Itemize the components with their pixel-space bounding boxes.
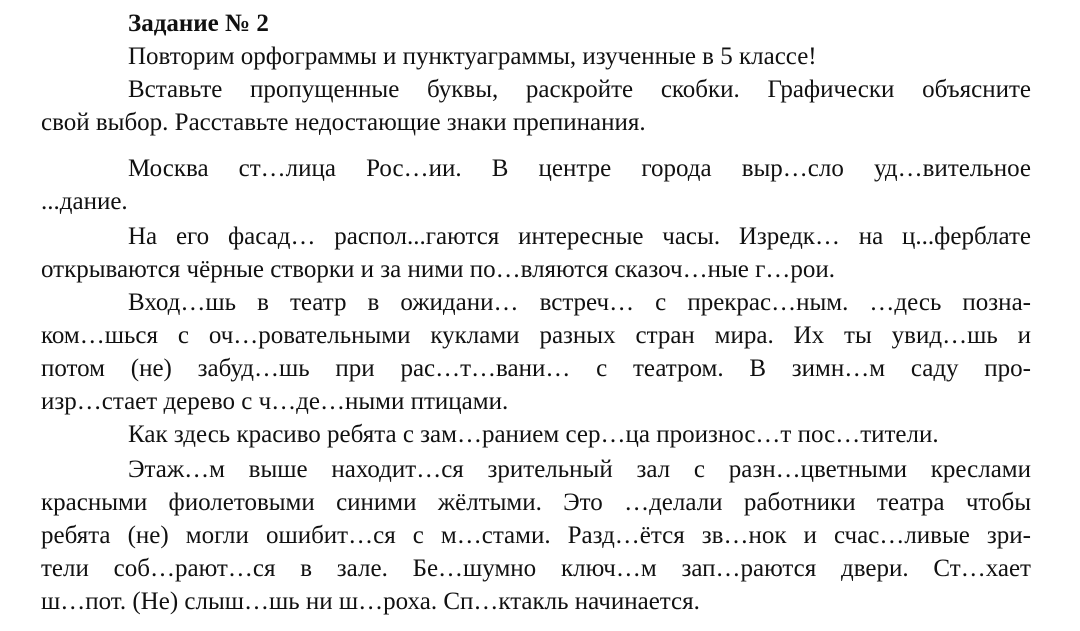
task-instruction-line-2: свой выбор. Расставьте недостающие знаки препинания. [41,109,646,136]
text-line: Как здесь красиво ребята с зам…ранием сер…ца произнос…т пос…тители. [128,421,939,448]
text-line: ком…шься с оч…ровательными куклами разных стран мира. Их ты увид…шь и [41,322,1031,349]
text-line: тели соб…рают…ся в зале. Бе…шумно ключ…м зап…раются двери. Ст…хает [41,555,1031,582]
text-line: Москва ст…лица Рос…ии. В центре города выр…сло уд…вительное [128,155,1031,182]
text-line: ш…пот. (Не) слыш…шь ни ш…роха. Сп…ктакль начинается. [41,588,700,615]
text-line: Вход…шь в театр в ожидани… встреч… с прекрас…ным. …десь позна- [128,289,1031,316]
text-line: На его фасад… распол...гаются интересные часы. Изредк… на ц...ферблате [128,223,1031,250]
text-line: ребята (не) могли ошибит…ся с м…стами. Разд…ётся зв…нок и счас…ливые зри- [41,522,1031,549]
task-intro: Повторим орфограммы и пунктуаграммы, изученные в 5 классе! [128,43,817,70]
text-line: красными фиолетовыми синими жёлтыми. Это …делали работники театра чтобы [41,489,1031,516]
text-line: изр…стает дерево с ч…де…ными птицами. [41,388,509,415]
text-line: ...дание. [41,188,128,215]
task-instruction-line-1: Вставьте пропущенные буквы, раскройте скобки. Графически объясните [128,76,1031,103]
task-title: Задание № 2 [128,10,269,37]
text-line: Этаж…м выше находит…ся зрительный зал с разн…цветными креслами [128,456,1031,483]
text-line: открываются чёрные створки и за ними по…вляются сказоч…ные г…рои. [41,256,835,283]
text-line: потом (не) забуд…шь при рас…т…вани… с театром. В зимн…м саду про- [41,355,1031,382]
